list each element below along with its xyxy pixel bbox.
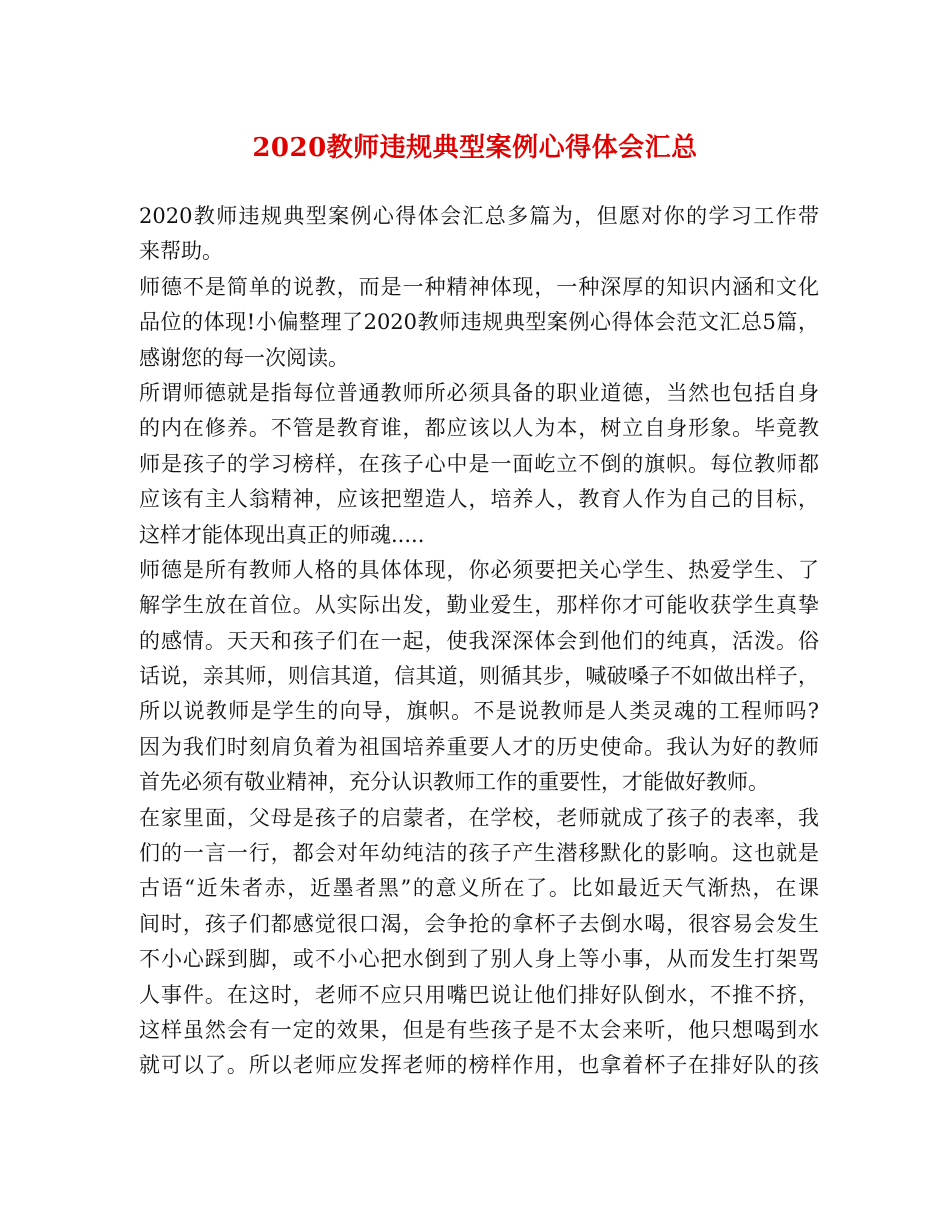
text-line: 不小心踩到脚，或不小心把水倒到了别人身上等小事，从而发生打架骂 — [139, 947, 819, 972]
text-line: 因为我们时刻肩负着为祖国培养重要人才的历史使命。我认为好的教师 — [139, 734, 819, 759]
text-line: 人事件。在这时，老师不应只用嘴巴说让他们排好队倒水，不推不挤， — [139, 982, 819, 1007]
text-line: 来帮助。 — [139, 239, 223, 264]
document-body — [139, 199, 819, 1084]
text-line: 首先必须有敬业精神，充分认识教师工作的重要性，才能做好教师。 — [139, 770, 769, 795]
text-line: 这样虽然会有一定的效果，但是有些孩子是不太会来听，他只想喝到水 — [139, 1017, 819, 1042]
text-line: 解学生放在首位。从实际出发，勤业爱生，那样你才可能收获学生真挚 — [139, 593, 819, 618]
document-title: 2020教师违规典型案例心得体会汇总 — [252, 133, 698, 163]
text-line: 间时，孩子们都感觉很口渴，会争抢的拿杯子去倒水喝，很容易会发生 — [139, 911, 819, 936]
text-line: 话说，亲其师，则信其道，信其道，则循其步，喊破嗓子不如做出样子， — [139, 664, 819, 689]
text-line: 所谓师德就是指每位普通教师所必须具备的职业道德，当然也包括自身 — [139, 380, 819, 405]
text-line: 师德是所有教师人格的具体体现，你必须要把关心学生、热爱学生、了 — [139, 557, 819, 582]
text-line: 感谢您的每一次阅读。 — [139, 345, 349, 370]
text-line: 2020教师违规典型案例心得体会汇总多篇为，但愿对你的学习工作带 — [139, 204, 819, 228]
text-line: 应该有主人翁精神，应该把塑造人，培养人，教育人作为自己的目标， — [139, 487, 819, 512]
text-line: 的感情。天天和孩子们在一起，使我深深体会到他们的纯真，活泼。俗 — [139, 628, 819, 653]
text-line: 品位的体现!小偏整理了2020教师违规典型案例心得体会范文汇总5篇， — [139, 310, 819, 335]
text-line: 所以说教师是学生的向导，旗帜。不是说教师是人类灵魂的工程师吗? — [139, 699, 819, 724]
text-line: 们的一言一行，都会对年幼纯洁的孩子产生潜移默化的影响。这也就是 — [139, 841, 819, 866]
text-line: 师是孩子的学习榜样，在孩子心中是一面屹立不倒的旗帜。每位教师都 — [139, 451, 819, 476]
text-line: 古语“近朱者赤，近墨者黑”的意义所在了。比如最近天气渐热，在课 — [139, 876, 819, 901]
text-line: 就可以了。所以老师应发挥老师的榜样作用，也拿着杯子在排好队的孩 — [139, 1053, 819, 1078]
text-line: 在家里面，父母是孩子的启蒙者，在学校，老师就成了孩子的表率，我 — [139, 805, 819, 830]
text-line: 的内在修养。不管是教育谁，都应该以人为本，树立自身形象。毕竟教 — [139, 416, 819, 441]
text-line: 这样才能体现出真正的师魂..... — [139, 522, 425, 547]
text-line: 师德不是简单的说教，而是一种精神体现，一种深厚的知识内涵和文化 — [139, 274, 819, 299]
